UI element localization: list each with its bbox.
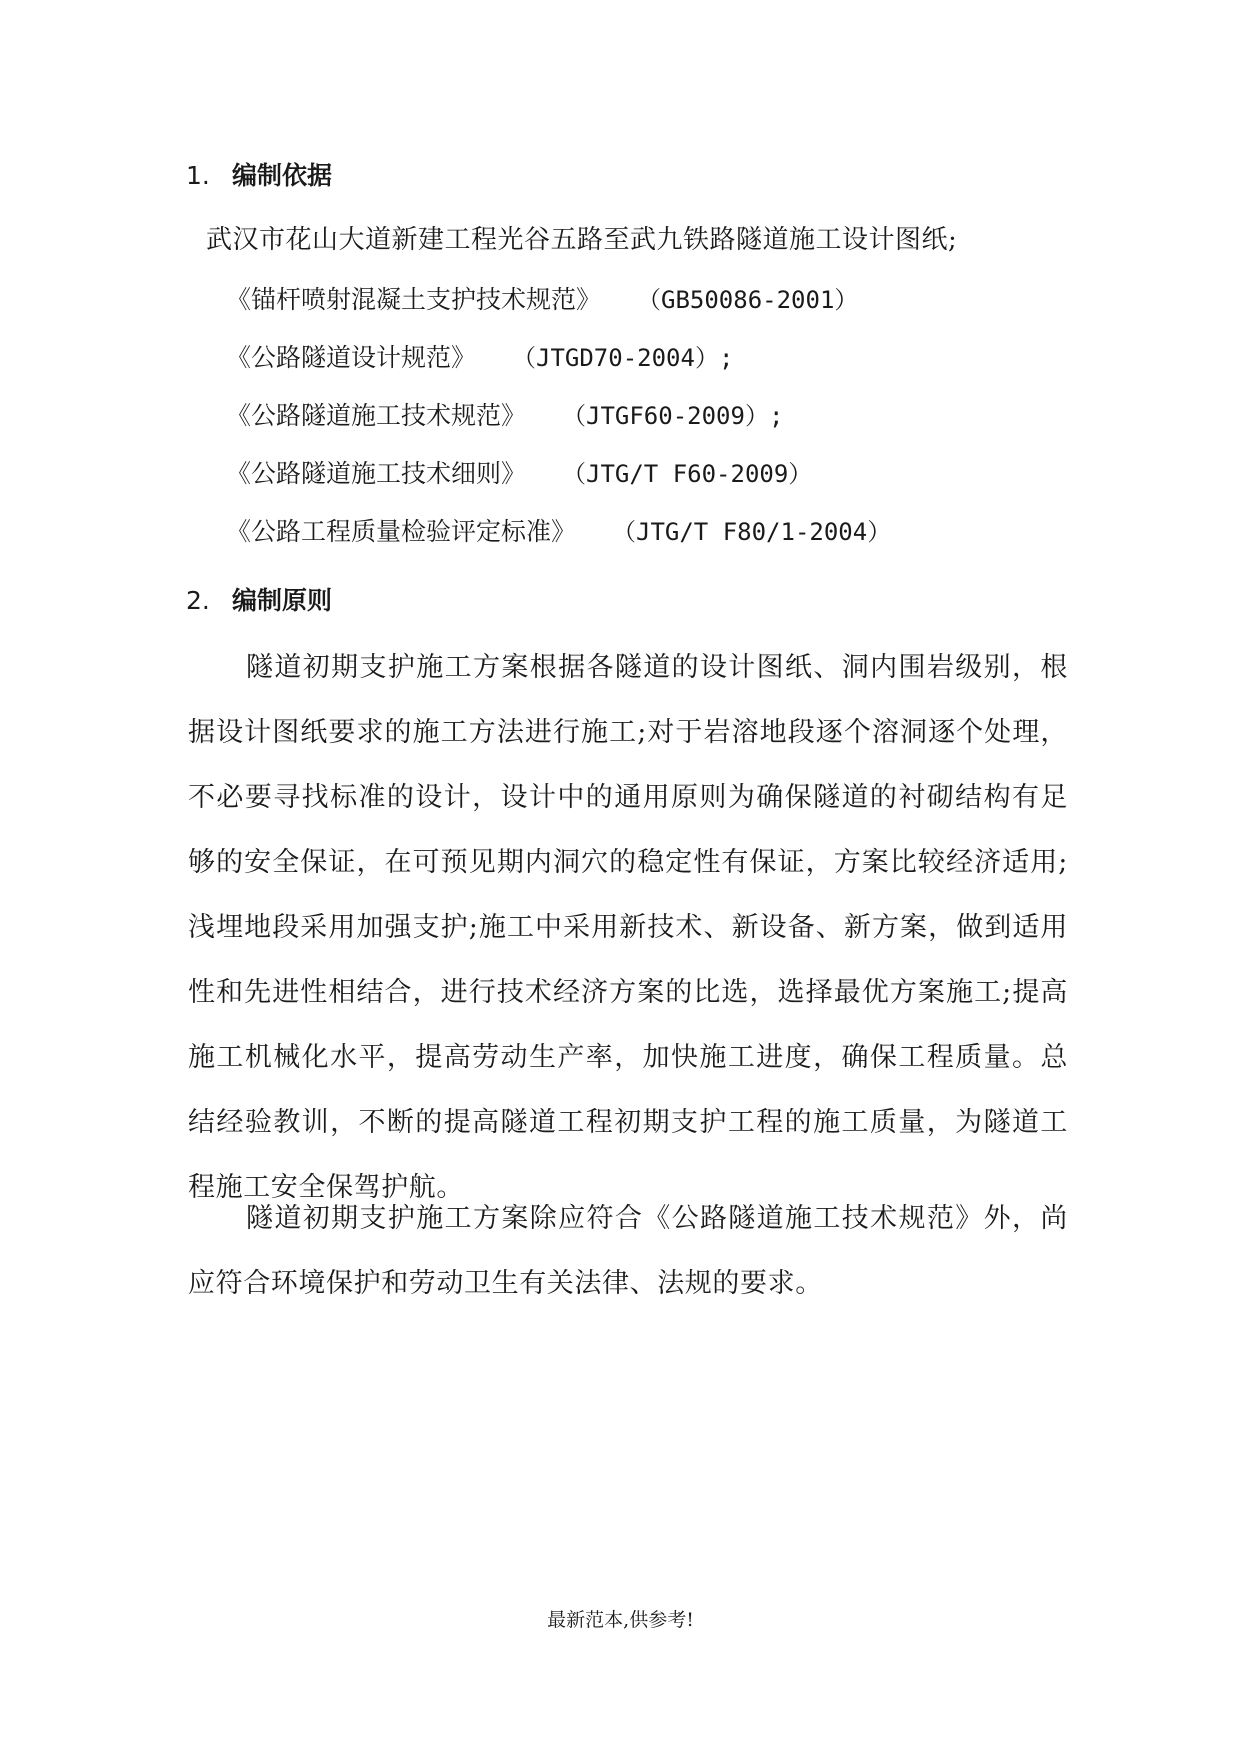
reference-name: 《公路隧道施工技术规范》 bbox=[226, 401, 527, 430]
reference-item bbox=[226, 399, 783, 433]
reference-code: （JTGD70-2004）; bbox=[512, 344, 734, 372]
principle-paragraph: 隧道初期支护施工方案根据各隧道的设计图纸、洞内围岩级别，根据设计图纸要求的施工方法进行施工;对于岩溶地段逐个溶洞逐个处理，不必要寻找标准的设计，设计中的通用原则为确保隧道的衬砌结构有足够的安全保证，在可预见期内洞穴的稳定性有保证，方案比较经济适用;浅埋地段采用加强支护;施工中采用新技术、新设备、新方案，做到适用性和先进性相结合，进行技术经济方案的比选，选择最优方案施工;提高施工机械化水平，提高劳动生产率，加快施工进度，确保工程质量。总结经验教训，不断的提高隧道工程初期支护工程的施工质量，为隧道工程施工安全保驾护航。 bbox=[188, 652, 1068, 1203]
section-2-title: 编制原则 bbox=[232, 586, 333, 615]
reference-name: 《公路隧道施工技术细则》 bbox=[226, 459, 527, 488]
reference-item bbox=[226, 341, 733, 375]
section-2-heading bbox=[186, 585, 332, 617]
reference-name: 《锚杆喷射混凝土支护技术规范》 bbox=[226, 285, 602, 314]
reference-item bbox=[226, 457, 812, 491]
section-1-heading bbox=[186, 160, 332, 192]
page-footer: 最新范本,供参考! bbox=[547, 1609, 694, 1631]
reference-name: 《公路隧道设计规范》 bbox=[226, 343, 477, 372]
reference-item bbox=[226, 515, 891, 549]
principle-paragraph: 隧道初期支护施工方案除应符合《公路隧道施工技术规范》外，尚应符合环境保护和劳动卫生有关法律、法规的要求。 bbox=[188, 1203, 1068, 1299]
reference-code: （JTG/T F80/1-2004） bbox=[612, 518, 892, 546]
reference-name: 《公路工程质量检验评定标准》 bbox=[226, 517, 577, 546]
reference-item bbox=[226, 283, 858, 317]
section-1-title: 编制依据 bbox=[232, 161, 333, 190]
section-2-number: 2. bbox=[186, 586, 210, 615]
reference-code: （JTGF60-2009）; bbox=[562, 402, 784, 430]
reference-code: （JTG/T F60-2009） bbox=[562, 460, 813, 488]
reference-code: （GB50086-2001） bbox=[637, 286, 859, 314]
basis-intro: 武汉市花山大道新建工程光谷五路至武九铁路隧道施工设计图纸; bbox=[206, 225, 958, 255]
section-1-number: 1. bbox=[186, 161, 210, 190]
